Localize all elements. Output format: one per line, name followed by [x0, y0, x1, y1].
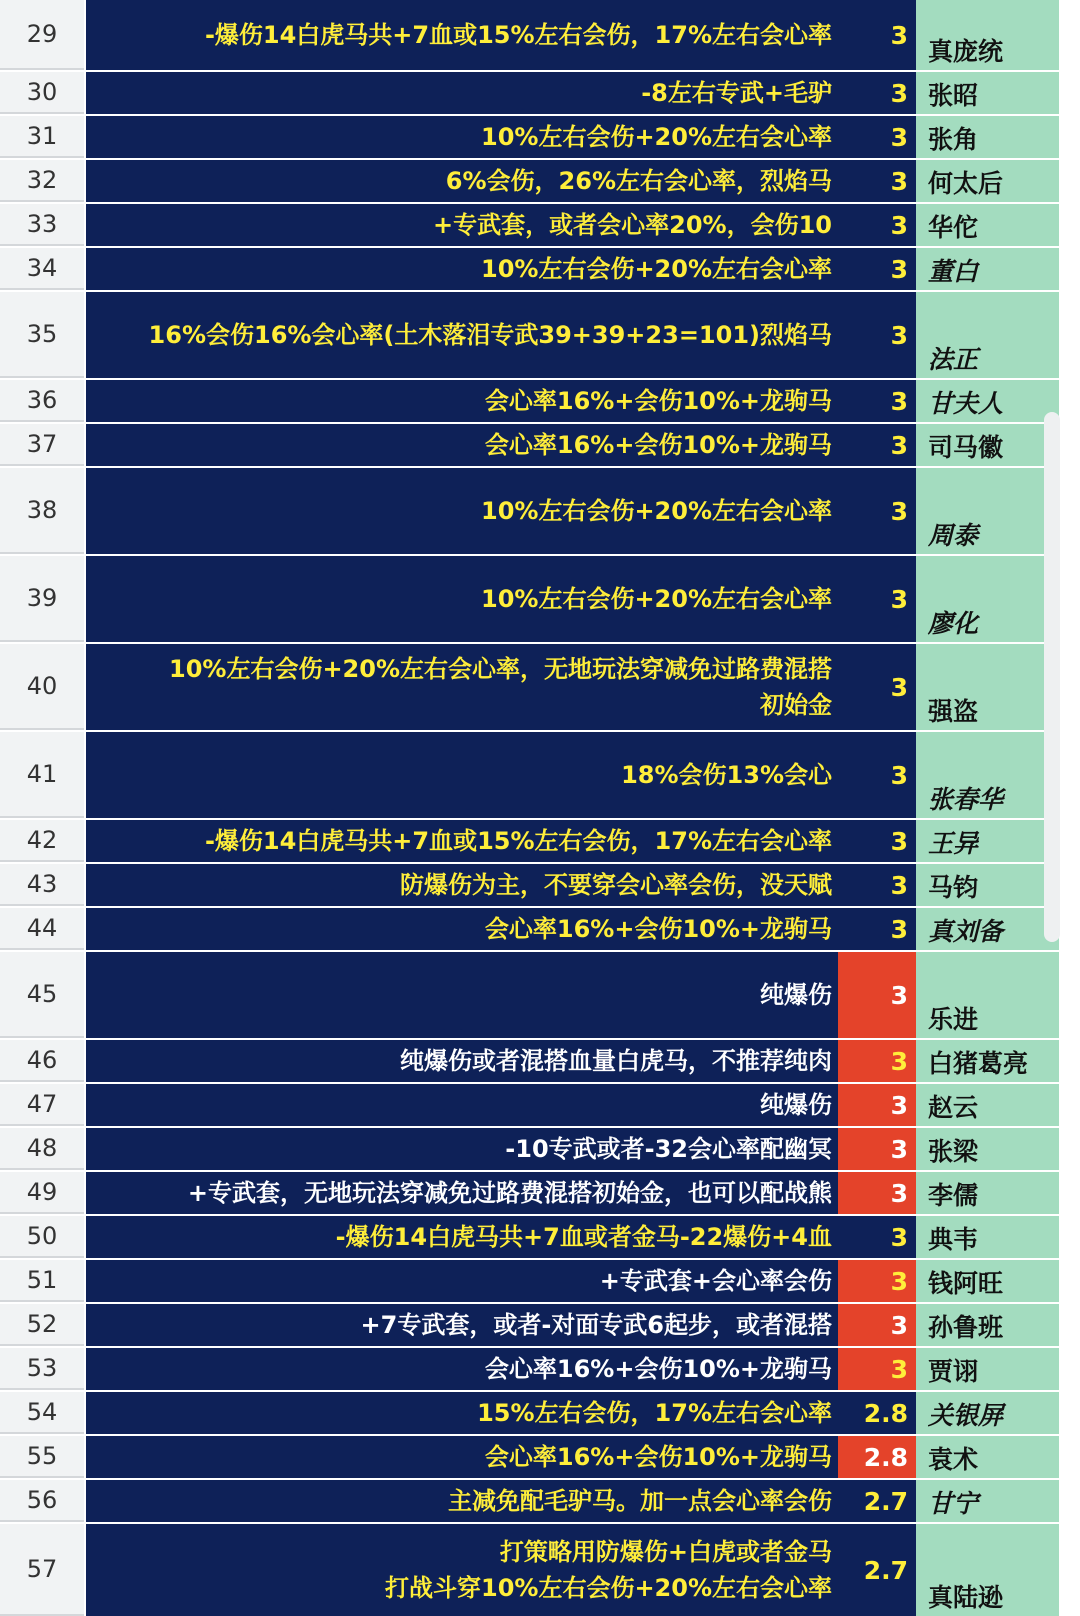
character-name-cell[interactable]: 赵云	[916, 1084, 1059, 1126]
character-name-cell[interactable]: 孙鲁班	[916, 1304, 1059, 1346]
character-name-cell[interactable]: 贾诩	[916, 1348, 1059, 1390]
score-cell[interactable]: 3	[838, 292, 916, 378]
row-number[interactable]: 36	[0, 380, 84, 422]
table-row[interactable]	[0, 1436, 1080, 1478]
table-row[interactable]	[0, 1260, 1080, 1302]
right-margin	[1059, 0, 1080, 1616]
row-number[interactable]: 49	[0, 1172, 84, 1214]
character-name-cell[interactable]: 张梁	[916, 1128, 1059, 1170]
table-row[interactable]	[0, 160, 1080, 202]
note-cell[interactable]	[86, 1480, 838, 1522]
note-text: +专武套，或者会心率20%，会伤10	[433, 211, 832, 239]
score-cell[interactable]: 3	[838, 248, 916, 290]
table-row[interactable]	[0, 1172, 1080, 1214]
table-row[interactable]	[0, 1348, 1080, 1390]
note-cell[interactable]	[86, 820, 838, 862]
row-number[interactable]: 47	[0, 1084, 84, 1126]
character-name-cell[interactable]: 真刘备	[916, 908, 1059, 950]
score-cell[interactable]: 3	[838, 380, 916, 422]
table-row[interactable]	[0, 864, 1080, 906]
note-cell[interactable]	[86, 1084, 838, 1126]
table-row[interactable]	[0, 72, 1080, 114]
row-number[interactable]: 51	[0, 1260, 84, 1302]
table-row[interactable]	[0, 820, 1080, 862]
row-number[interactable]: 48	[0, 1128, 84, 1170]
character-name-cell[interactable]: 真庞统	[916, 0, 1059, 70]
note-text: 会心率16%+会伤10%+龙驹马	[484, 1443, 832, 1471]
row-number[interactable]: 41	[0, 732, 84, 818]
score-cell[interactable]: 3	[838, 468, 916, 554]
note-cell[interactable]	[86, 1216, 838, 1258]
character-name-cell[interactable]: 张角	[916, 116, 1059, 158]
row-number[interactable]: 34	[0, 248, 84, 290]
note-text: 会心率16%+会伤10%+龙驹马	[484, 387, 832, 415]
character-name-cell[interactable]: 廖化	[916, 556, 1059, 642]
character-name-cell[interactable]: 真陆逊	[916, 1524, 1059, 1616]
score-cell[interactable]: 3	[838, 1128, 916, 1170]
row-number[interactable]: 40	[0, 644, 84, 730]
row-number[interactable]: 50	[0, 1216, 84, 1258]
row-number[interactable]: 43	[0, 864, 84, 906]
table-row[interactable]	[0, 0, 1080, 70]
note-text: -爆伤14白虎马共+7血或15%左右会伤，17%左右会心率	[204, 827, 832, 855]
character-name-cell[interactable]: 法正	[916, 292, 1059, 378]
character-name-cell[interactable]: 白猪葛亮	[916, 1040, 1059, 1082]
score-cell[interactable]: 3	[838, 1172, 916, 1214]
note-cell[interactable]	[86, 292, 838, 378]
row-number[interactable]: 42	[0, 820, 84, 862]
score-cell[interactable]: 3	[838, 644, 916, 730]
character-name-cell[interactable]: 袁术	[916, 1436, 1059, 1478]
note-cell[interactable]	[86, 380, 838, 422]
note-text: 6%会伤，26%左右会心率，烈焰马	[445, 167, 832, 195]
table-row[interactable]	[0, 1392, 1080, 1434]
row-number[interactable]: 32	[0, 160, 84, 202]
vertical-scrollbar[interactable]	[1044, 412, 1060, 942]
score-cell[interactable]: 2.8	[838, 1436, 916, 1478]
score-cell[interactable]: 3	[838, 820, 916, 862]
table-row[interactable]	[0, 1084, 1080, 1126]
score-cell[interactable]: 2.7	[838, 1480, 916, 1522]
score-cell[interactable]: 3	[838, 1216, 916, 1258]
note-cell[interactable]	[86, 644, 838, 730]
note-cell[interactable]	[86, 1436, 838, 1478]
row-number[interactable]: 31	[0, 116, 84, 158]
score-cell[interactable]: 2.7	[838, 1524, 916, 1616]
table-row[interactable]	[0, 556, 1080, 642]
note-text: +7专武套，或者-对面专武6起步，或者混搭	[360, 1311, 832, 1339]
score-cell[interactable]: 3	[838, 952, 916, 1038]
score-cell[interactable]: 3	[838, 908, 916, 950]
note-cell[interactable]	[86, 1040, 838, 1082]
note-cell[interactable]	[86, 204, 838, 246]
note-cell[interactable]	[86, 160, 838, 202]
note-text: 打战斗穿10%左右会伤+20%左右会心率	[385, 1574, 832, 1602]
note-text: 10%左右会伤+20%左右会心率	[481, 585, 832, 613]
note-cell[interactable]	[86, 1348, 838, 1390]
note-text: 10%左右会伤+20%左右会心率	[481, 123, 832, 151]
character-name-cell[interactable]: 周泰	[916, 468, 1059, 554]
character-name-cell[interactable]: 张春华	[916, 732, 1059, 818]
table-row[interactable]	[0, 204, 1080, 246]
note-text: 纯爆伤	[760, 981, 832, 1009]
character-name-cell[interactable]: 华佗	[916, 204, 1059, 246]
character-name-cell[interactable]: 甘宁	[916, 1480, 1059, 1522]
table-row[interactable]	[0, 292, 1080, 378]
score-cell[interactable]: 3	[838, 204, 916, 246]
note-cell[interactable]	[86, 248, 838, 290]
row-number[interactable]: 55	[0, 1436, 84, 1478]
row-number[interactable]: 39	[0, 556, 84, 642]
character-name-cell[interactable]: 关银屏	[916, 1392, 1059, 1434]
row-number[interactable]: 35	[0, 292, 84, 378]
note-text: 10%左右会伤+20%左右会心率	[481, 255, 832, 283]
score-cell[interactable]: 3	[838, 160, 916, 202]
note-text: 会心率16%+会伤10%+龙驹马	[484, 431, 832, 459]
note-text: 15%左右会伤，17%左右会心率	[477, 1399, 832, 1427]
table-row[interactable]	[0, 248, 1080, 290]
note-text: 18%会伤13%会心	[621, 761, 832, 789]
score-cell[interactable]: 3	[838, 72, 916, 114]
score-cell[interactable]: 3	[838, 424, 916, 466]
character-name-cell[interactable]: 甘夫人	[916, 380, 1059, 422]
character-name-cell[interactable]: 张昭	[916, 72, 1059, 114]
character-name-cell[interactable]: 钱阿旺	[916, 1260, 1059, 1302]
table-row[interactable]	[0, 380, 1080, 422]
row-number[interactable]: 46	[0, 1040, 84, 1082]
table-row[interactable]	[0, 468, 1080, 554]
note-text: 会心率16%+会伤10%+龙驹马	[484, 1355, 832, 1383]
table-row[interactable]	[0, 952, 1080, 1038]
row-number[interactable]: 45	[0, 952, 84, 1038]
note-text: 纯爆伤	[760, 1091, 832, 1119]
note-cell[interactable]	[86, 1392, 838, 1434]
score-cell[interactable]: 3	[838, 732, 916, 818]
character-name-cell[interactable]: 马钧	[916, 864, 1059, 906]
character-name-cell[interactable]: 乐进	[916, 952, 1059, 1038]
character-name-cell[interactable]: 何太后	[916, 160, 1059, 202]
note-cell[interactable]	[86, 72, 838, 114]
note-cell[interactable]	[86, 952, 838, 1038]
note-cell[interactable]	[86, 864, 838, 906]
table-row[interactable]	[0, 1524, 1080, 1616]
note-text: +专武套，无地玩法穿减免过路费混搭初始金，也可以配战熊	[187, 1179, 832, 1207]
note-cell[interactable]	[86, 908, 838, 950]
score-cell[interactable]: 3	[838, 1304, 916, 1346]
row-number[interactable]: 57	[0, 1524, 84, 1616]
note-text: 主减免配毛驴马。加一点会心率会伤	[448, 1487, 832, 1515]
note-cell[interactable]	[86, 1304, 838, 1346]
score-cell[interactable]: 3	[838, 1084, 916, 1126]
character-name-cell[interactable]: 王异	[916, 820, 1059, 862]
row-number[interactable]: 54	[0, 1392, 84, 1434]
score-cell[interactable]: 2.8	[838, 1392, 916, 1434]
score-cell[interactable]: 3	[838, 116, 916, 158]
table-row[interactable]	[0, 1128, 1080, 1170]
note-cell[interactable]	[86, 556, 838, 642]
note-text: -10专武或者-32会心率配幽冥	[505, 1135, 832, 1163]
note-text: -8左右专武+毛驴	[641, 79, 832, 107]
table-row[interactable]	[0, 1040, 1080, 1082]
note-cell[interactable]	[86, 116, 838, 158]
table-row[interactable]	[0, 424, 1080, 466]
score-cell[interactable]: 3	[838, 864, 916, 906]
table-row[interactable]	[0, 732, 1080, 818]
table-row[interactable]	[0, 1480, 1080, 1522]
table-row[interactable]	[0, 1304, 1080, 1346]
row-number[interactable]: 30	[0, 72, 84, 114]
row-number[interactable]: 29	[0, 0, 84, 70]
row-number[interactable]: 33	[0, 204, 84, 246]
note-cell[interactable]	[86, 1524, 838, 1616]
row-number[interactable]: 38	[0, 468, 84, 554]
note-cell[interactable]	[86, 1128, 838, 1170]
note-cell[interactable]	[86, 468, 838, 554]
score-cell[interactable]: 3	[838, 0, 916, 70]
character-name-cell[interactable]: 强盗	[916, 644, 1059, 730]
table-row[interactable]	[0, 116, 1080, 158]
note-text: 初始金	[760, 691, 832, 719]
note-text: 10%左右会伤+20%左右会心率，无地玩法穿减免过路费混搭	[169, 655, 832, 683]
note-cell[interactable]	[86, 0, 838, 70]
note-text: 10%左右会伤+20%左右会心率	[481, 497, 832, 525]
score-cell[interactable]: 3	[838, 1260, 916, 1302]
note-text: 16%会伤16%会心率(土木落泪专武39+39+23=101)烈焰马	[148, 321, 832, 349]
row-number[interactable]: 53	[0, 1348, 84, 1390]
note-cell[interactable]	[86, 1172, 838, 1214]
note-text: -爆伤14白虎马共+7血或15%左右会伤，17%左右会心率	[204, 21, 832, 49]
character-name-cell[interactable]: 司马徽	[916, 424, 1059, 466]
score-cell[interactable]: 3	[838, 556, 916, 642]
note-cell[interactable]	[86, 1260, 838, 1302]
table-row[interactable]	[0, 644, 1080, 730]
row-number[interactable]: 52	[0, 1304, 84, 1346]
character-name-cell[interactable]: 典韦	[916, 1216, 1059, 1258]
note-text: +专武套+会心率会伤	[599, 1267, 832, 1295]
row-number[interactable]: 44	[0, 908, 84, 950]
row-number[interactable]: 56	[0, 1480, 84, 1522]
table-row[interactable]	[0, 1216, 1080, 1258]
note-text: 会心率16%+会伤10%+龙驹马	[484, 915, 832, 943]
character-name-cell[interactable]: 李儒	[916, 1172, 1059, 1214]
note-cell[interactable]	[86, 424, 838, 466]
note-text: 打策略用防爆伤+白虎或者金马	[499, 1538, 832, 1566]
score-cell[interactable]: 3	[838, 1348, 916, 1390]
note-text: 防爆伤为主，不要穿会心率会伤，没天赋	[400, 871, 832, 899]
table-row[interactable]	[0, 908, 1080, 950]
score-cell[interactable]: 3	[838, 1040, 916, 1082]
row-number[interactable]: 37	[0, 424, 84, 466]
note-text: -爆伤14白虎马共+7血或者金马-22爆伤+4血	[335, 1223, 832, 1251]
note-text: 纯爆伤或者混搭血量白虎马，不推荐纯肉	[400, 1047, 832, 1075]
character-name-cell[interactable]: 董白	[916, 248, 1059, 290]
note-cell[interactable]	[86, 732, 838, 818]
